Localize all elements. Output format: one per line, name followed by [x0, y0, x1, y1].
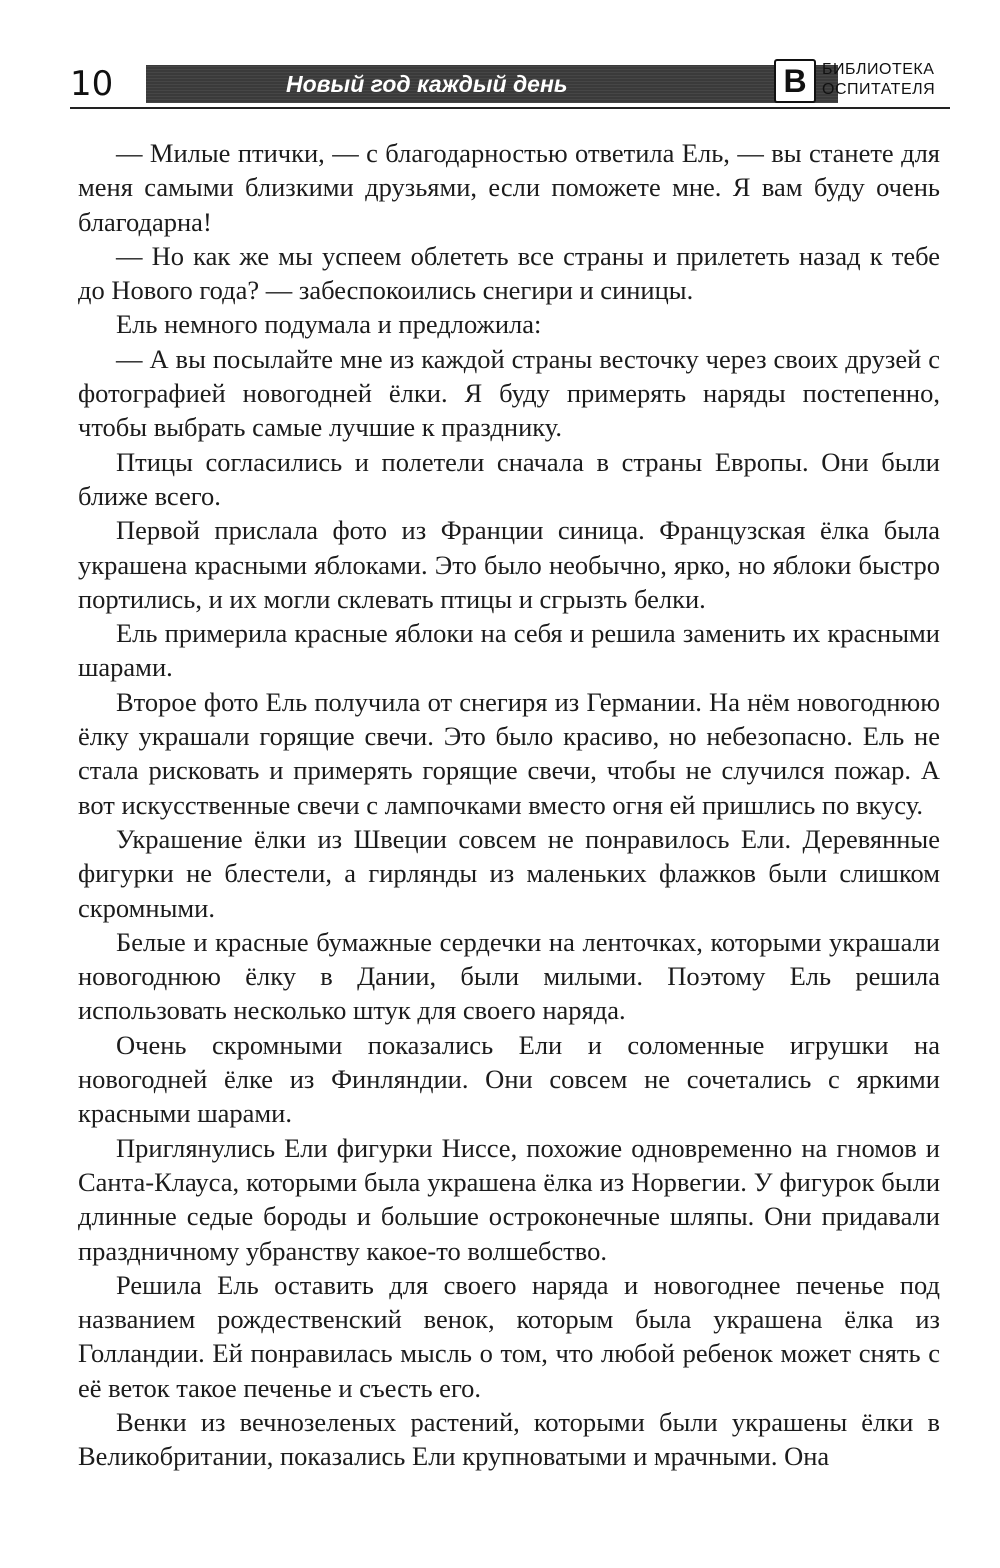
- paragraph: Ель примерила красные яблоки на себя и решила заменить их красными шарами.: [78, 618, 940, 683]
- header-rule: [70, 107, 950, 109]
- paragraph: — Милые птички, — с благодарностью ответила Ель, — вы станете для меня самыми близкими друзьями, если поможете мне. Я вам буду очень благодарна!: [78, 138, 940, 237]
- logo-letter: В: [783, 63, 807, 99]
- paragraph: Второе фото Ель получила от снегиря из Германии. На нём новогоднюю ёлку украшали горящие свечи. Это было красиво, но небезопасно. Ель не стала рисковать и примерять горящие свечи, чтобы не случился пожар. А вот искусственные свечи с лампочками вместо огня ей пришлись по вкусу.: [78, 686, 940, 820]
- paragraph: — А вы посылайте мне из каждой страны весточку через своих друзей с фотографией новогодней ёлки. Я буду примерять наряды постепенно, чтобы выбрать самые лучшие к празднику.: [78, 343, 940, 443]
- logo-text-line-1: БИБЛИОТЕКА: [822, 61, 935, 78]
- publisher-logo: [774, 57, 950, 105]
- page-number: 10: [70, 64, 114, 104]
- paragraph: Очень скромными показались Ели и соломенные игрушки на новогодней ёлке из Финляндии. Они совсем не сочетались с яркими красными шарами.: [78, 1029, 940, 1129]
- paragraph: Украшение ёлки из Швеции совсем не понравилось Ели. Деревянные фигурки не блестели, а гирлянды из маленьких флажков были слишком скромными.: [78, 823, 940, 923]
- logo-text-line-2: ОСПИТАТЕЛЯ: [822, 81, 936, 98]
- body-text: [78, 136, 940, 1474]
- logo-letter-box: [774, 59, 816, 103]
- running-title: Новый год каждый день: [286, 71, 568, 97]
- page-header: [70, 55, 950, 113]
- paragraph: Решила Ель оставить для своего наряда и новогоднее печенье под названием рождественский венок, которым была украшена ёлка из Голландии. Ей понравилась мысль о том, что любой ребенок может снять с её веток такое печенье и съесть его.: [78, 1269, 940, 1403]
- paragraph: Венки из вечнозеленых растений, которыми были украшены ёлки в Великобритании, показались Ели крупноватыми и мрачными. Она: [78, 1406, 940, 1472]
- paragraph: Птицы согласились и полетели сначала в страны Европы. Они были ближе всего.: [78, 446, 940, 511]
- paragraph: Первой прислала фото из Франции синица. Французская ёлка была украшена красными яблоками. Это было необычно, ярко, но яблоки быстро портились, и их могли склевать птицы и сгрызть белки.: [78, 515, 940, 614]
- paragraph: Ель немного подумала и предложила:: [116, 309, 542, 340]
- header-title-bar: [146, 65, 838, 103]
- paragraph: Приглянулись Ели фигурки Ниссе, похожие одновременно на гномов и Санта-Клауса, которыми была украшена ёлка из Норвегии. У фигурок были длинные седые бороды и большие остроконечные шляпы. Они придавали праздничному убранству какое-то волшебство.: [78, 1132, 940, 1266]
- paragraph: — Но как же мы успеем облететь все страны и прилететь назад к тебе до Нового года? — забеспокоились снегири и синицы.: [78, 240, 940, 306]
- paragraph: Белые и красные бумажные сердечки на ленточках, которыми украшали новогоднюю ёлку в Дании, были милыми. Поэтому Ель решила использовать несколько штук для своего наряда.: [78, 926, 940, 1026]
